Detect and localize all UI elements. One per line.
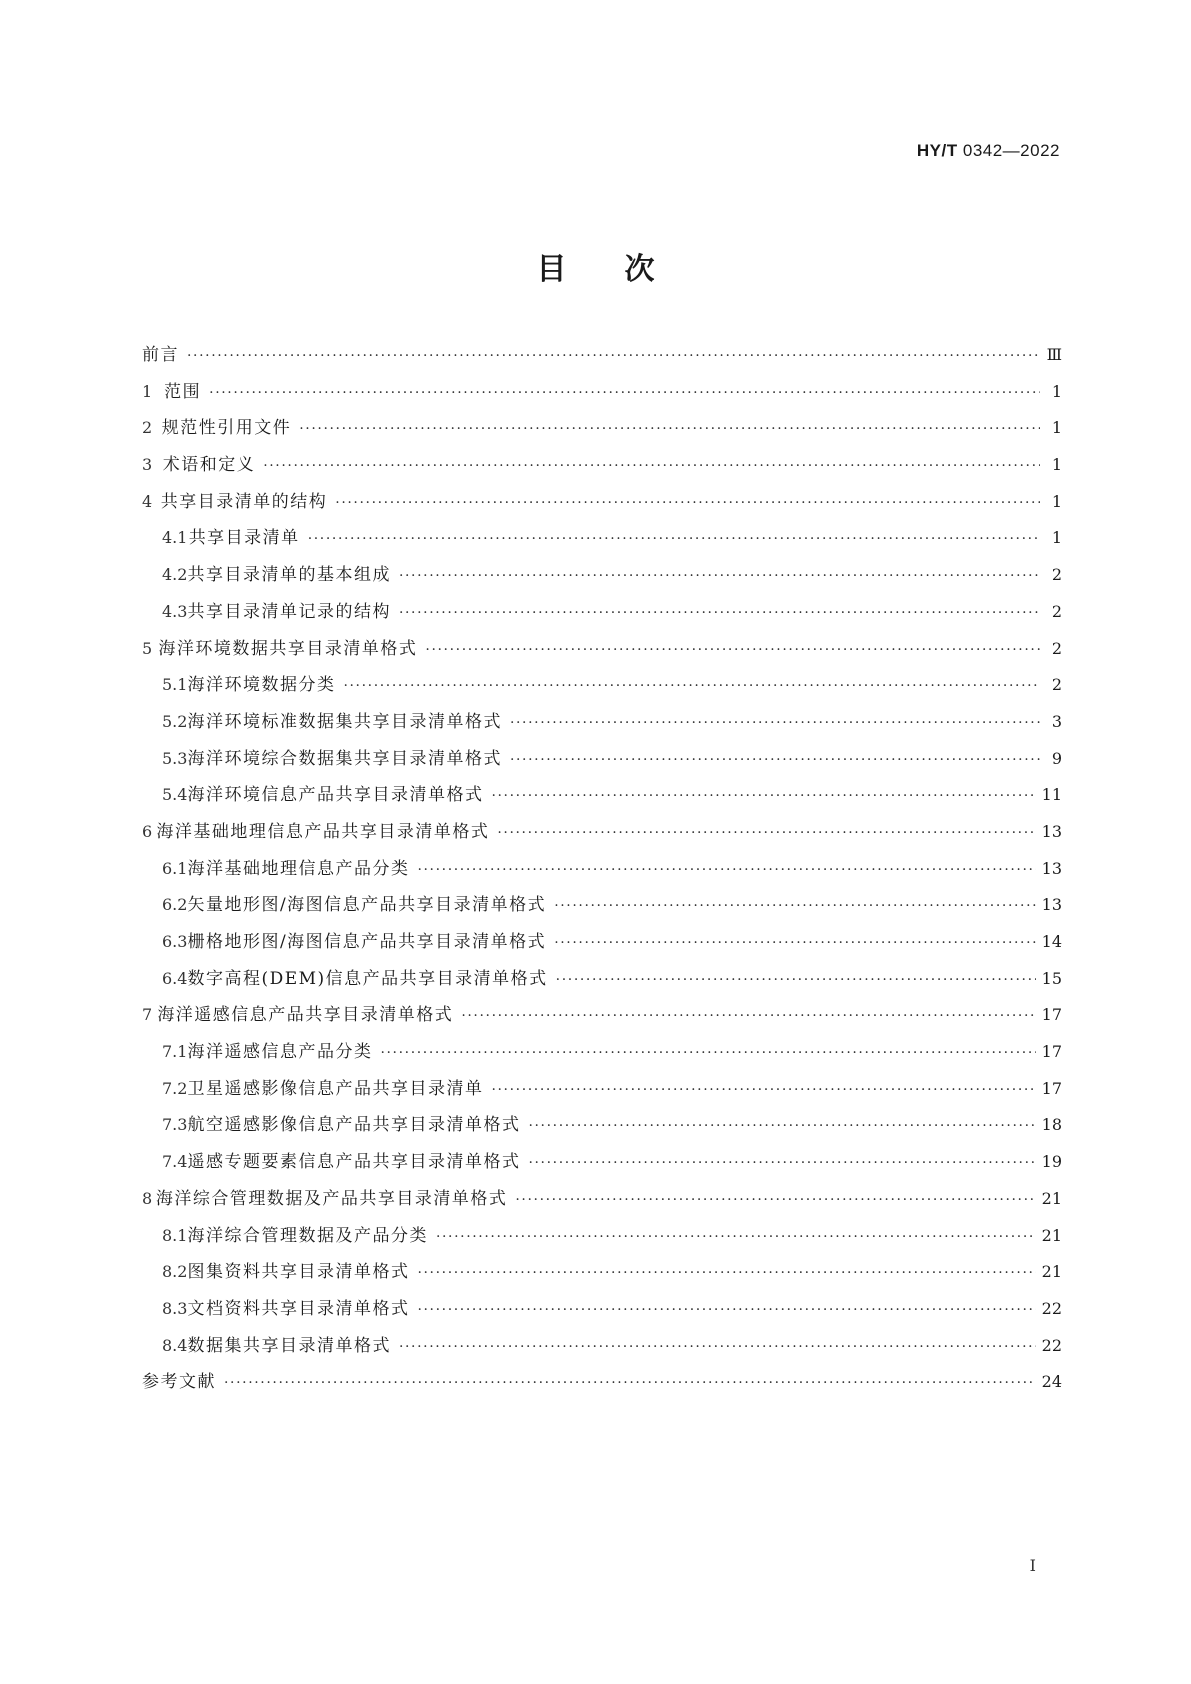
toc-entry-title: 规范性引用文件 bbox=[161, 418, 292, 439]
toc-dot-leader bbox=[491, 788, 1035, 804]
toc-entry-title: 参考文献 bbox=[142, 1372, 216, 1393]
toc-dot-leader bbox=[187, 348, 1040, 364]
toc-dot-leader bbox=[308, 531, 1040, 547]
toc-entry[interactable] bbox=[142, 1147, 1062, 1184]
toc-entry[interactable] bbox=[142, 450, 1062, 487]
toc-entry-page: 1 bbox=[1051, 455, 1062, 475]
toc-entry-number: 7.2 bbox=[162, 1078, 188, 1098]
toc-entry-page: 19 bbox=[1041, 1152, 1062, 1172]
toc-entry-title: 共享目录清单的基本组成 bbox=[187, 565, 391, 586]
toc-dot-leader bbox=[399, 568, 1040, 584]
toc-entry-number: 6.3 bbox=[162, 932, 188, 951]
toc-dot-leader bbox=[263, 458, 1040, 474]
toc-entry[interactable] bbox=[142, 340, 1062, 377]
toc-entry[interactable] bbox=[142, 744, 1062, 781]
toc-entry-number: 5.4 bbox=[162, 785, 188, 805]
toc-entry-number: 8.4 bbox=[162, 1335, 188, 1355]
table-of-contents bbox=[142, 340, 1062, 1404]
toc-entry-title: 海洋遥感信息产品分类 bbox=[187, 1042, 373, 1063]
toc-dot-leader bbox=[556, 972, 1036, 988]
toc-entry-title: 航空遥感影像信息产品共享目录清单格式 bbox=[187, 1115, 521, 1136]
toc-dot-leader bbox=[417, 862, 1035, 878]
toc-entry[interactable] bbox=[142, 1184, 1062, 1221]
toc-entry[interactable] bbox=[142, 597, 1062, 634]
toc-dot-leader bbox=[491, 1082, 1035, 1098]
toc-entry-number: 7.4 bbox=[162, 1152, 188, 1172]
toc-entry-page: 17 bbox=[1041, 1005, 1062, 1025]
toc-entry-title: 共享目录清单的结构 bbox=[160, 491, 328, 512]
toc-entry[interactable] bbox=[142, 487, 1062, 524]
toc-entry-page: 18 bbox=[1041, 1115, 1062, 1135]
toc-entry[interactable] bbox=[142, 377, 1062, 414]
toc-entry-number: 7.1 bbox=[162, 1042, 188, 1062]
toc-dot-leader bbox=[417, 1265, 1035, 1281]
toc-entry-number: 7.3 bbox=[162, 1115, 188, 1135]
toc-entry-title: 数字高程(DEM)信息产品共享目录清单格式 bbox=[187, 968, 548, 989]
toc-entry-title: 遥感专题要素信息产品共享目录清单格式 bbox=[187, 1152, 521, 1173]
toc-entry-page: 15 bbox=[1041, 968, 1062, 988]
toc-entry-title: 海洋基础地理信息产品分类 bbox=[187, 858, 410, 879]
toc-entry-title: 术语和定义 bbox=[162, 455, 256, 476]
toc-entry-page: 22 bbox=[1041, 1298, 1062, 1318]
toc-entry-page: 9 bbox=[1051, 748, 1062, 768]
toc-dot-leader bbox=[461, 1008, 1035, 1024]
toc-entry-page: 17 bbox=[1041, 1042, 1062, 1062]
toc-entry-number: 7 bbox=[142, 1005, 153, 1025]
toc-entry-page: 21 bbox=[1041, 1262, 1062, 1282]
toc-entry-page: 17 bbox=[1041, 1078, 1062, 1098]
toc-dot-leader bbox=[417, 1302, 1035, 1318]
toc-entry-page: 24 bbox=[1041, 1372, 1062, 1392]
toc-entry-title: 卫星遥感影像信息产品共享目录清单 bbox=[187, 1078, 484, 1099]
toc-entry[interactable] bbox=[142, 1257, 1062, 1294]
toc-entry[interactable] bbox=[142, 634, 1062, 671]
toc-entry-page: 1 bbox=[1051, 491, 1062, 511]
toc-entry-page: 21 bbox=[1041, 1225, 1062, 1245]
toc-entry[interactable] bbox=[142, 523, 1062, 560]
toc-dot-leader bbox=[224, 1375, 1036, 1391]
toc-entry-page: Ⅲ bbox=[1046, 345, 1062, 364]
toc-entry-page: 3 bbox=[1051, 711, 1062, 731]
toc-entry-number: 4 bbox=[142, 491, 153, 511]
toc-entry-number: 5.2 bbox=[162, 711, 188, 731]
toc-dot-leader bbox=[399, 1339, 1036, 1355]
toc-entry-page: 2 bbox=[1051, 601, 1062, 621]
toc-entry-number: 8 bbox=[142, 1188, 153, 1208]
toc-dot-leader bbox=[209, 385, 1040, 401]
toc-entry-page: 1 bbox=[1051, 528, 1062, 548]
toc-entry-title: 前言 bbox=[142, 345, 179, 365]
toc-entry[interactable] bbox=[142, 817, 1062, 854]
toc-entry-title: 共享目录清单记录的结构 bbox=[187, 601, 391, 622]
toc-entry-title: 共享目录清单 bbox=[188, 528, 300, 549]
toc-entry[interactable] bbox=[142, 927, 1062, 964]
toc-entry[interactable] bbox=[142, 1294, 1062, 1331]
toc-dot-leader bbox=[335, 495, 1040, 511]
toc-entry-page: 21 bbox=[1041, 1188, 1062, 1208]
toc-entry[interactable] bbox=[142, 780, 1062, 817]
toc-dot-leader bbox=[299, 421, 1040, 437]
toc-entry[interactable] bbox=[142, 1110, 1062, 1147]
toc-entry-number: 2 bbox=[142, 418, 153, 438]
toc-entry-number: 6.2 bbox=[162, 895, 188, 915]
page-number: I bbox=[1029, 1556, 1036, 1575]
toc-entry[interactable] bbox=[142, 1221, 1062, 1258]
toc-entry[interactable] bbox=[142, 964, 1062, 1001]
toc-entry[interactable] bbox=[142, 707, 1062, 744]
toc-entry[interactable] bbox=[142, 890, 1062, 927]
toc-entry-page: 1 bbox=[1051, 418, 1062, 438]
toc-entry-title: 海洋遥感信息产品共享目录清单格式 bbox=[157, 1005, 454, 1026]
toc-entry-number: 3 bbox=[142, 455, 153, 475]
toc-entry-title: 范围 bbox=[164, 381, 202, 402]
toc-entry[interactable] bbox=[142, 1331, 1062, 1368]
toc-entry-title: 文档资料共享目录清单格式 bbox=[187, 1298, 410, 1319]
toc-dot-leader bbox=[528, 1155, 1035, 1171]
toc-dot-leader bbox=[515, 1192, 1035, 1208]
toc-dot-leader bbox=[343, 678, 1040, 694]
standard-prefix: HY/T bbox=[916, 141, 958, 160]
toc-entry-page: 2 bbox=[1051, 675, 1062, 695]
toc-entry-title: 海洋环境数据分类 bbox=[187, 675, 336, 696]
toc-dot-leader bbox=[497, 825, 1035, 841]
toc-entry-number: 5.1 bbox=[162, 675, 188, 695]
toc-entry-number: 6.4 bbox=[162, 968, 188, 988]
toc-entry-page: 13 bbox=[1041, 821, 1062, 841]
toc-entry[interactable] bbox=[142, 1367, 1062, 1404]
toc-entry-title: 海洋环境标准数据集共享目录清单格式 bbox=[187, 711, 502, 732]
toc-entry-title: 海洋环境数据共享目录清单格式 bbox=[158, 638, 418, 659]
toc-entry[interactable] bbox=[142, 1000, 1062, 1037]
toc-entry-title: 海洋环境综合数据集共享目录清单格式 bbox=[187, 748, 502, 769]
toc-entry-page: 14 bbox=[1041, 932, 1062, 951]
toc-entry-title: 图集资料共享目录清单格式 bbox=[187, 1262, 410, 1283]
toc-entry[interactable] bbox=[142, 560, 1062, 597]
toc-entry-number: 8.1 bbox=[162, 1225, 188, 1245]
standard-code bbox=[917, 141, 1060, 161]
toc-dot-leader bbox=[510, 752, 1040, 768]
toc-entry-title: 矢量地形图/海图信息产品共享目录清单格式 bbox=[187, 895, 547, 916]
toc-dot-leader bbox=[399, 605, 1040, 621]
toc-entry[interactable] bbox=[142, 1037, 1062, 1074]
toc-entry[interactable] bbox=[142, 854, 1062, 891]
toc-entry-number: 5 bbox=[142, 638, 153, 658]
toc-entry[interactable] bbox=[142, 670, 1062, 707]
toc-entry-title: 栅格地形图/海图信息产品共享目录清单格式 bbox=[187, 932, 547, 952]
toc-entry-number: 6 bbox=[142, 821, 153, 841]
toc-entry-title: 数据集共享目录清单格式 bbox=[187, 1335, 391, 1356]
toc-entry-page: 11 bbox=[1041, 785, 1062, 805]
toc-dot-leader bbox=[528, 1118, 1035, 1134]
toc-entry-number: 4.3 bbox=[162, 601, 188, 621]
toc-entry-title: 海洋环境信息产品共享目录清单格式 bbox=[187, 785, 484, 806]
toc-entry-number: 4.2 bbox=[162, 565, 188, 585]
toc-entry-number: 1 bbox=[142, 381, 153, 401]
toc-entry-number: 8.2 bbox=[162, 1262, 188, 1282]
toc-entry-title: 海洋基础地理信息产品共享目录清单格式 bbox=[156, 821, 490, 842]
toc-entry-title: 海洋综合管理数据及产品分类 bbox=[187, 1225, 428, 1246]
toc-entry-page: 2 bbox=[1051, 638, 1062, 658]
standard-number: 0342—2022 bbox=[962, 141, 1060, 160]
toc-entry-number: 8.3 bbox=[162, 1298, 188, 1318]
toc-entry[interactable] bbox=[142, 1074, 1062, 1111]
toc-entry-title: 海洋综合管理数据及产品共享目录清单格式 bbox=[155, 1188, 508, 1209]
page-title: 目次 bbox=[536, 252, 713, 287]
toc-entry-page: 1 bbox=[1051, 381, 1062, 401]
toc-dot-leader bbox=[425, 642, 1040, 658]
toc-entry-page: 13 bbox=[1041, 895, 1062, 915]
toc-entry-page: 2 bbox=[1051, 565, 1062, 585]
toc-dot-leader bbox=[436, 1229, 1036, 1245]
toc-dot-leader bbox=[510, 715, 1040, 731]
toc-entry-number: 5.3 bbox=[162, 748, 188, 768]
toc-entry[interactable] bbox=[142, 413, 1062, 450]
toc-dot-leader bbox=[554, 898, 1035, 914]
toc-entry-number: 6.1 bbox=[162, 858, 188, 878]
toc-entry-page: 22 bbox=[1041, 1335, 1062, 1355]
toc-entry-number: 4.1 bbox=[162, 528, 188, 548]
toc-dot-leader bbox=[380, 1045, 1035, 1061]
toc-dot-leader bbox=[554, 935, 1035, 951]
toc-entry-page: 13 bbox=[1041, 858, 1062, 878]
